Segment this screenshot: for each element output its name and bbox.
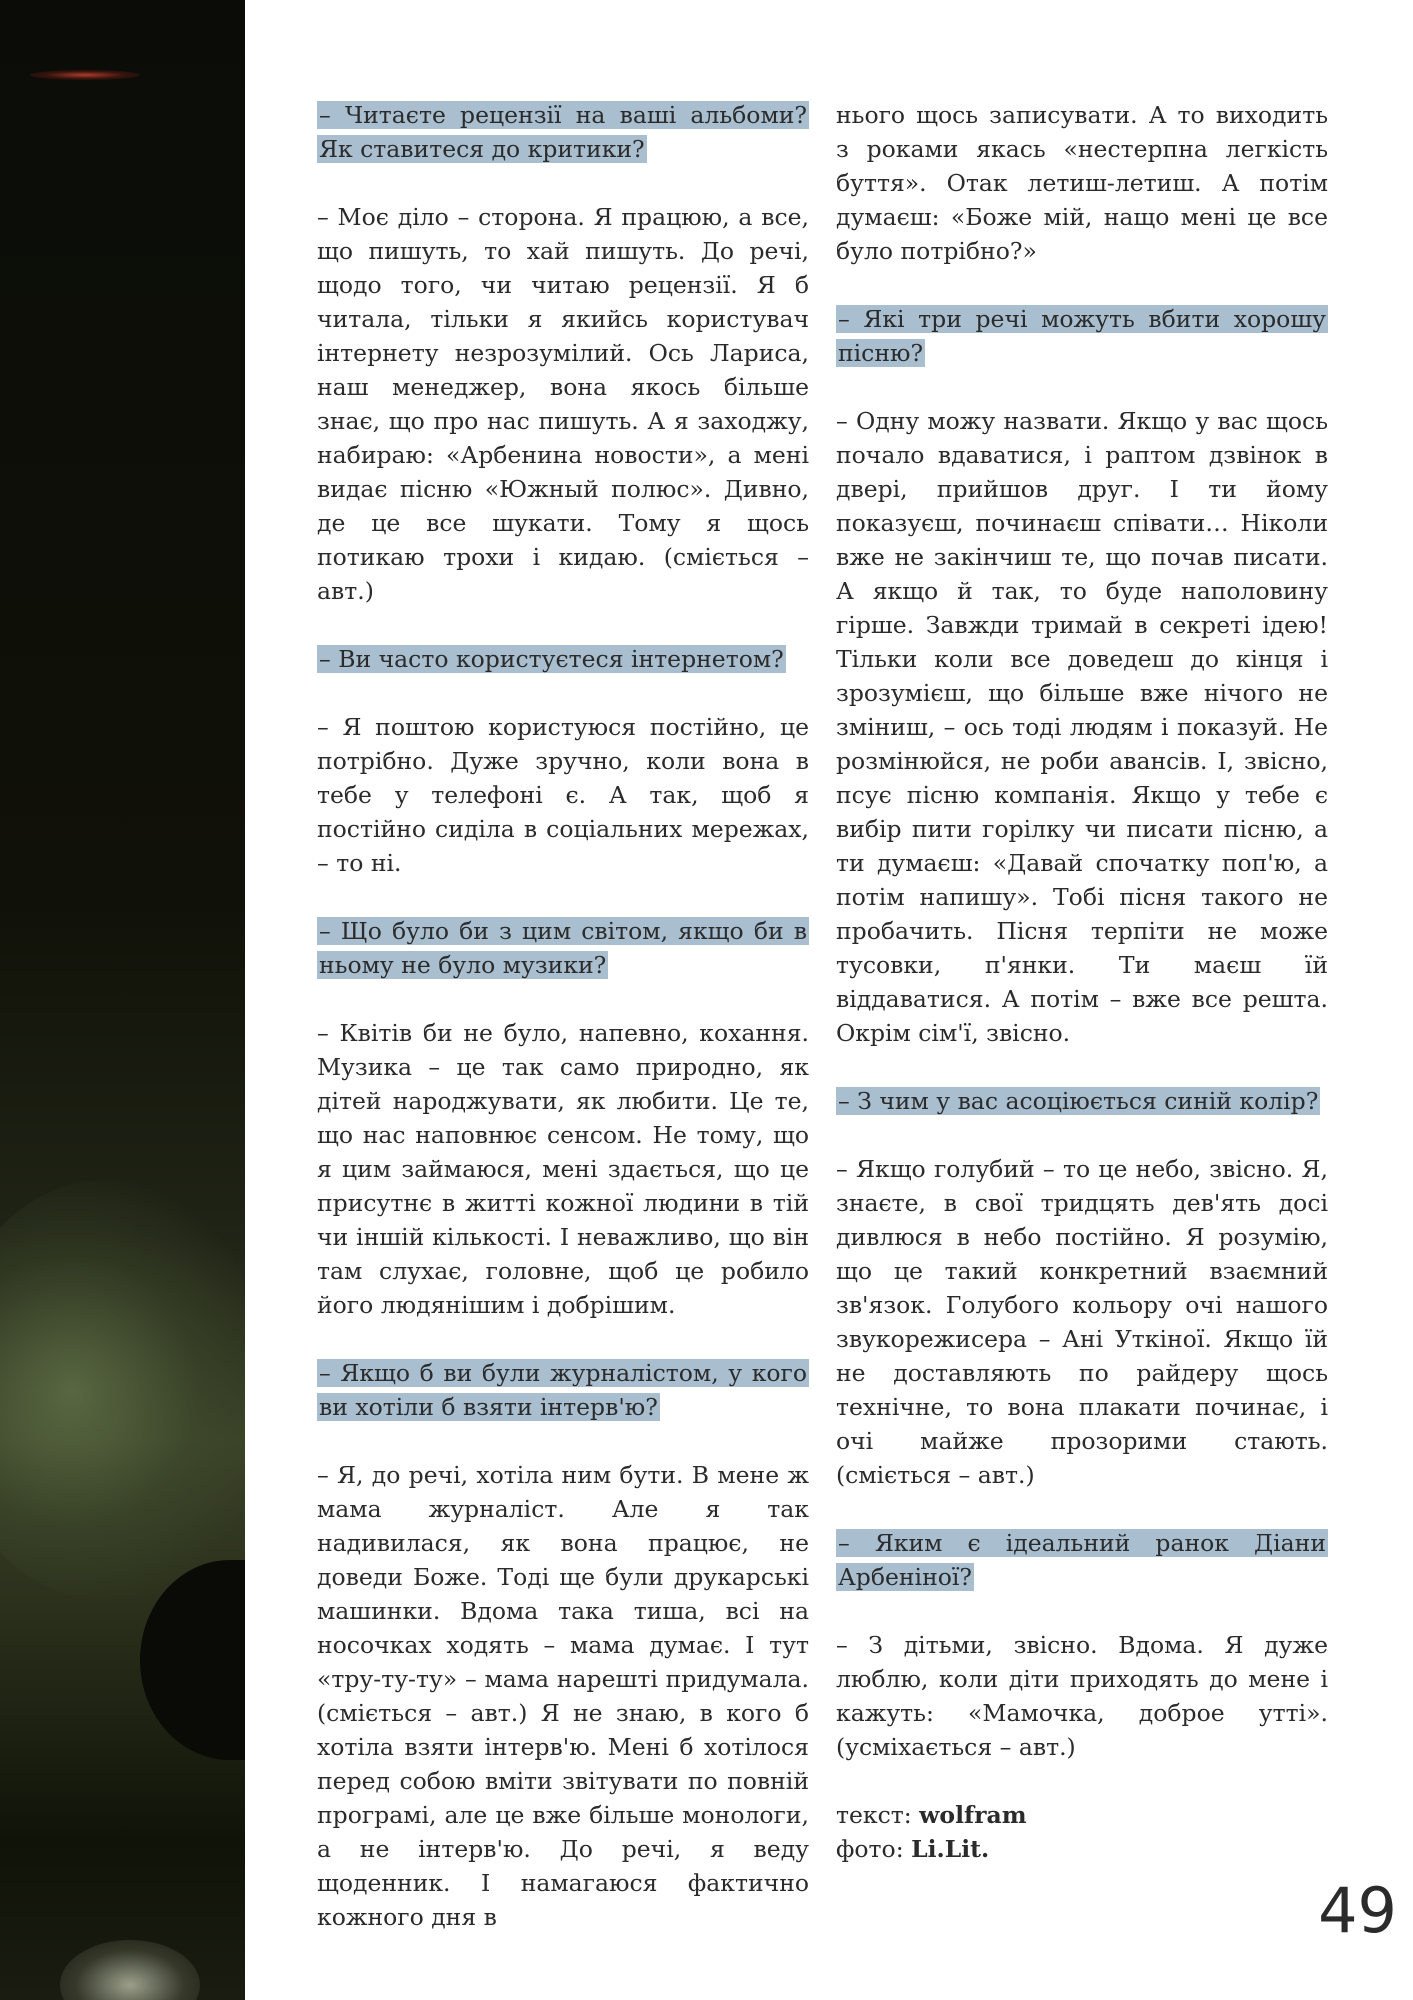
question: – Читаєте рецензії на ваші альбоми? Як ставитеся до критики? (319, 101, 807, 163)
photo-credit-author: Li.Lit. (911, 1835, 990, 1863)
answer: – Я, до речі, хотіла ним бути. В мене ж мама журналіст. Але я так надивилася, як вона працює, не доведи Боже. Тоді ще були друкарські машинки. Вдома така тиша, всі на носочках ходять – мама думає. І тут «тру-ту-ту» – мама нарешті придумала. (сміється – авт.) Я не знаю, в кого б хотіла взяти інтерв'ю. Мені б хотілося перед собою вміти звітувати по повній програмі, але це вже більше монологи, а не інтерв'ю. До речі, я веду щоденник. І намагаюся фактично кожного дня в (317, 1461, 809, 1931)
right-column (836, 98, 1328, 1866)
answer-continuation: нього щось записувати. А то виходить з роками якась «нестерпна легкість буття». Отак летиш-летиш. А потім думаєш: «Боже мій, нащо мені це все було потрібно?» (836, 101, 1328, 265)
photo-light (60, 1940, 200, 2000)
answer: – Моє діло – сторона. Я працюю, а все, що пишуть, то хай пишуть. До речі, щодо того, чи читаю рецензії. Я б читала, тільки я якийсь користувач інтернету незрозумілий. Ось Лариса, наш менеджер, вона якось більше знає, що про нас пишуть. А я заходжу, набираю: «Арбенина новости», а мені видає пісню «Южный полюс». Дивно, де це все шукати. Тому я щось потикаю трохи і кидаю. (сміється – авт.) (317, 203, 809, 605)
photo-glow (0, 1180, 245, 1600)
photo-shadow (140, 1560, 245, 1760)
text-credit-author: wolfram (919, 1801, 1027, 1829)
credits (836, 1798, 1328, 1866)
side-photo (0, 0, 245, 2000)
text-credit-label: текст: (836, 1801, 912, 1829)
answer: – Квітів би не було, напевно, кохання. Музика – це так само природно, як дітей народжувати, як любити. Це те, що нас наповнює сенсом. Не тому, що я цим займаюся, мені здається, що це присутнє в житті кожної людини в тій чи іншій кількості. І неважливо, що він там слухає, головне, щоб це робило його людянішим і добрішим. (317, 1019, 809, 1319)
answer: – З дітьми, звісно. Вдома. Я дуже люблю, коли діти приходять до мене і кажуть: «Мамочка, доброе утті». (усміхається – авт.) (836, 1631, 1328, 1761)
photo-credit-label: фото: (836, 1835, 904, 1863)
answer: – Я поштою користуюся постійно, це потрібно. Дуже зручно, коли вона в тебе у телефоні є. А так, щоб я постійно сиділа в соціальних мережах, – то ні. (317, 713, 809, 877)
answer: – Якщо голубий – то це небо, звісно. Я, знаєте, в свої тридцять дев'ять досі дивлюся в небо постійно. Я розумію, що це такий конкретний взаємний зв'язок. Голубого кольору очі нашого звукорежисера – Ані Уткіної. Якщо їй не доставляють по райдеру щось технічне, то вона плакати починає, і очі майже прозорими стають. (сміється – авт.) (836, 1155, 1328, 1489)
question: – Які три речі можуть вбити хорошу пісню? (838, 305, 1326, 367)
question: – Яким є ідеальний ранок Діани Арбеніної? (838, 1529, 1326, 1591)
photo-highlight (30, 70, 140, 80)
photo-credit (836, 1832, 1328, 1866)
answer: – Одну можу назвати. Якщо у вас щось почало вдаватися, і раптом дзвінок в двері, прийшов друг. І ти йому показуєш, починаєш співати… Ніколи вже не закінчиш те, що почав писати. А якщо й так, то буде наполовину гірше. Завжди тримай в секреті ідею! Тільки коли все доведеш до кінця і зрозумієш, що більше вже нічого не зміниш, – ось тоді людям і показуй. Не розмінюйся, не роби авансів. І, звісно, псує пісню компанія. Якщо у тебе є вибір пити горілку чи писати пісню, а ти думаєш: «Давай спочатку поп'ю, а потім напишу». Тобі пісня такого не пробачить. Пісня терпіти не може тусовки, п'янки. Ти маєш їй віддаватися. А потім – вже все решта. Окрім сім'ї, звісно. (836, 407, 1328, 1047)
question: – З чим у вас асоціюється синій колір? (838, 1087, 1319, 1115)
question: – Якщо б ви були журналістом, у кого ви хотіли б взяти інтерв'ю? (319, 1359, 807, 1421)
page-number: 49 (1318, 1874, 1397, 1947)
text-credit (836, 1798, 1328, 1832)
left-column (317, 98, 809, 1968)
question: – Ви часто користуєтеся інтернетом? (319, 645, 784, 673)
question: – Що було би з цим світом, якщо би в ньому не було музики? (319, 917, 807, 979)
